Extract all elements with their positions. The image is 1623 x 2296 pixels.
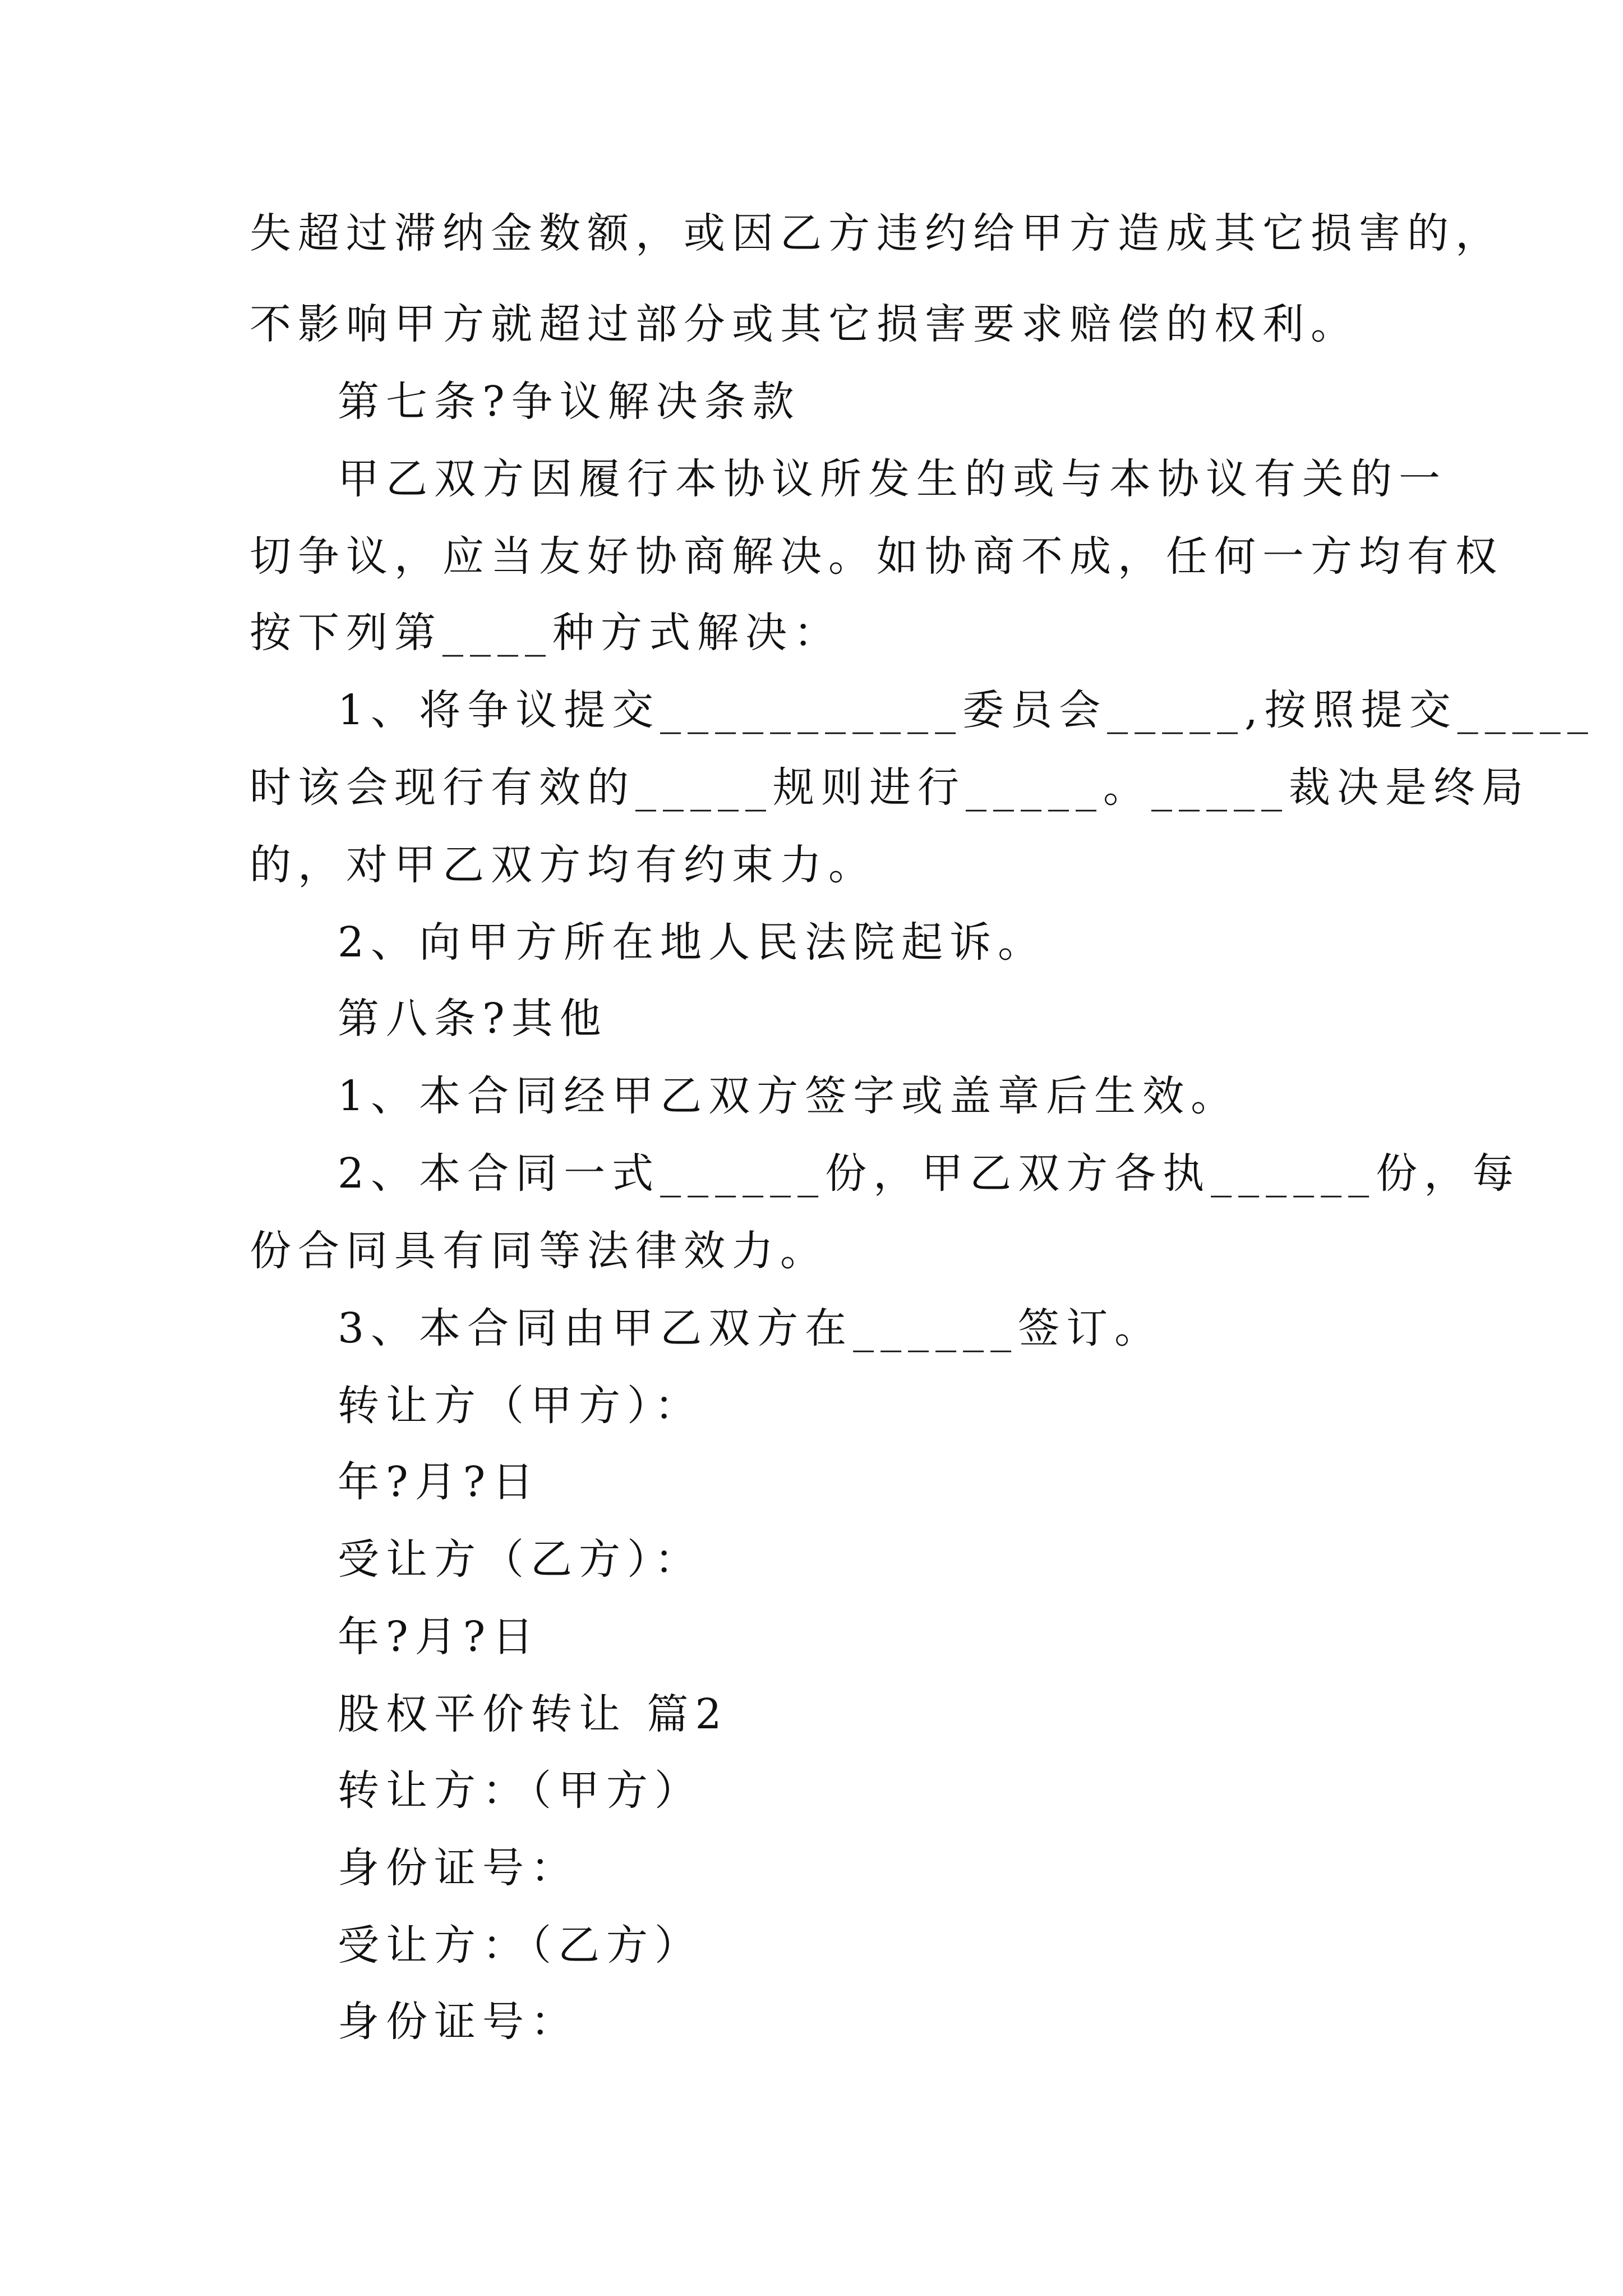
paragraph-line: 失超过滞纳金数额，或因乙方违约给甲方造成其它损害的，	[250, 209, 1504, 257]
paragraph-line: 的，对甲乙双方均有约束力。	[250, 841, 877, 889]
signature-label: 转让方（甲方）：	[338, 1382, 703, 1430]
paragraph-line: 2、向甲方所在地人民法院起诉。	[338, 918, 1046, 967]
date-line: 年?月?日	[338, 1458, 541, 1506]
paragraph-line: 份合同具有同等法律效力。	[250, 1227, 828, 1275]
party-label: 受让方：（乙方）	[338, 1921, 703, 1970]
paragraph-line: 2、本合同一式______份，甲乙双方各执______份，每	[338, 1149, 1521, 1198]
paragraph-line: 时该会现行有效的_____规则进行_____。_____裁决是终局	[250, 763, 1530, 812]
id-number-label: 身份证号：	[338, 1844, 579, 1892]
paragraph-line: 1、将争议提交___________委员会_____,按照提交_____	[338, 686, 1595, 734]
paragraph-line: 甲乙双方因履行本协议所发生的或与本协议有关的一	[338, 455, 1447, 503]
paragraph-line: 1、本合同经甲乙双方签字或盖章后生效。	[338, 1072, 1239, 1120]
paragraph-line: 按下列第____种方式解决：	[250, 609, 842, 657]
date-line: 年?月?日	[338, 1613, 541, 1661]
article-heading: 第八条?其他	[338, 995, 608, 1043]
article-heading: 第七条?争议解决条款	[338, 378, 801, 426]
id-number-label: 身份证号：	[338, 1998, 579, 2046]
paragraph-line: 不影响甲方就超过部分或其它损害要求赔偿的权利。	[250, 300, 1359, 348]
signature-label: 受让方（乙方）：	[338, 1535, 703, 1584]
paragraph-line: 3、本合同由甲乙双方在______签订。	[338, 1304, 1163, 1352]
section-title: 股权平价转让 篇2	[338, 1690, 728, 1738]
paragraph-line: 切争议，应当友好协商解决。如协商不成，任何一方均有权	[250, 532, 1504, 581]
party-label: 转让方：（甲方）	[338, 1766, 703, 1815]
